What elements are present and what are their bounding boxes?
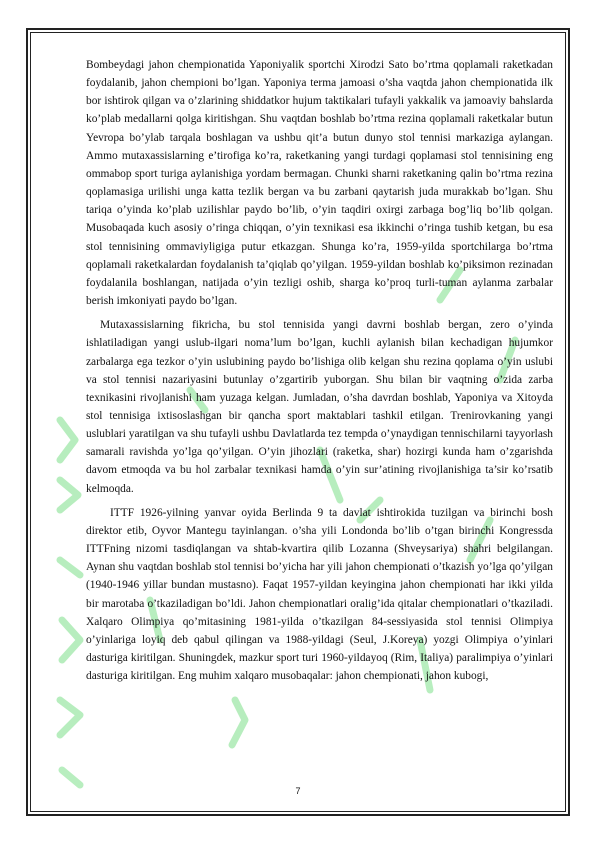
paragraph-2: Mutaxassislarning fikricha, bu stol tennisida yangi davrni boshlab bergan, zero o’yinda ishlatiladigan yangi uslub-ilgari noma’lum bo’lgan, kuchli aylanish bilan kechadigan hujumkor zarbalarga ega tezkor o’yin uslubining paydo bo’lishiga olib kelgan shu rezina qoplama o’yin uslubi va stol tennisi nazariyasini butunlay o’zgartirib yuborgan. Shu bilan bir vaqtning o’zida zarba texnikasini rivojlanishi ham yuzaga kelgan. Jumladan, o’sha davrdan boshlab, Yaponiya va Xitoyda stol tennisiga ixtisoslashgan bir qancha sport maktablari tashkil etilgan. Trenirovkaning yangi uslublari yaratilgan va shu tufayli ushbu Davlatlarda tez tempda o’ynaydigan tennischilarni tayyorlash samarali ravishda yo’lga qo’yilgan. O’yin jihozlari (raketka, shar) hozirgi kunda ham o’zgarishda davom etmoqda va bu hol zarbalar texnikasi hamda o’yin sur’atining rivojlanishiga ta’sir ko’rsatib kelmoqda. [86, 319, 553, 495]
paragraph-1: Bombeydagi jahon chempionatida Yaponiyalik sportchi Xirodzi Sato bo’rtma qoplamali raketkadan foydalanib, jahon chempioni bo’lgan. Yaponiya terma jamoasi o’sha vaqtda jahon chempionatida ilk bor ishtirok qilgan va o’zlarining shiddatkor hujum taktikalari tufayli yakkalik va jamoaviy bahslarda ko’plab medallarni qolga kiritishgan. Shu vaqtdan boshlab bo’rtma rezina qoplamali raketkalar butun Yevropa bo’ylab tarqala boshlagan va ushbu qit’a butun dunyo stol tennisi markaziga aylangan. Ammo mutaxassislarning e’tirofiga ko’ra, raketkaning yangi turdagi qoplamasi stol tennisining eng ommabop sport turiga aylanishiga yordam bermagan. Chunki sharni raketkaning qalin bo’rtma rezina qoplamasiga urilishi unga katta tezlik bergan va bu zarbani qaytarish juda murakkab bo’lgan. Shu tariqa o’yinda ko’plab uzilishlar paydo bo’lib, o’yin taqdiri oxirgi zarbaga bog’liq bo’lib qolgan. Musobaqada kuch asosiy o’ringa chiqqan, o’yin texnikasi esa ikkinchi o’ringa tushib ketgan, bu esa stol tennisining ommaviyligiga putur etkazgan. Shunga ko’ra, 1959-yilda sportchilarga bo’rtma qoplamali raketkalardan foydalanish ta’qiqlab qo’yilgan. 1959-yildan boshlab ko’piksimon rezinadan foydalanila boshlangan, natijada o’yin tezligi oshib, sharga ko’proq turli-tuman aylanma zarbalar berish imkoniyati paydo bo’lgan. [86, 59, 553, 308]
paragraph-3: ITTF 1926-yilning yanvar oyida Berlinda 9 ta davlat ishtirokida tuzilgan va birinchi bosh direktor etib, Oyvor Mantegu tayinlangan. o’sha yili Londonda bo’lib o’tgan birinchi Kongressda ITTFning nizomi tasdiqlangan va shtab-kvartira qilib Lozanna (Shveysariya) shahri belgilangan. Aynan shu vaqtdan boshlab stol tennisi bo’yicha har yili jahon chempionati o’tkazish yo’lga qo’yilgan (1940-1946 yillar bundan mustasno). Faqat 1957-yildan keyingina jahon chempionati har ikki yilda bir marotaba o’tkaziladigan bo’ldi. Jahon chempionatlari oralig’ida qitalar chempionatlari o’tkaziladi. Xalqaro Olimpiya qo’mitasining 1981-yilda o’tkazilgan 84-sessiyasida stol tennisi Olimpiya o’yinlariga loyiq deb qabul qilingan va 1988-yildagi (Seul, J.Koreya) yozgi Olimpiya o’yinlari dasturiga kiritilgan. Shuningdek, mazkur sport turi 1960-yildayoq (Rim, Italiya) paralimpiya o’yinlari dasturiga kiritilgan. Eng muhim xalqaro musobaqalar: jahon chempionati, jahon kubogi, [86, 506, 553, 683]
document-body [86, 56, 553, 691]
page-number: 7 [295, 786, 301, 796]
